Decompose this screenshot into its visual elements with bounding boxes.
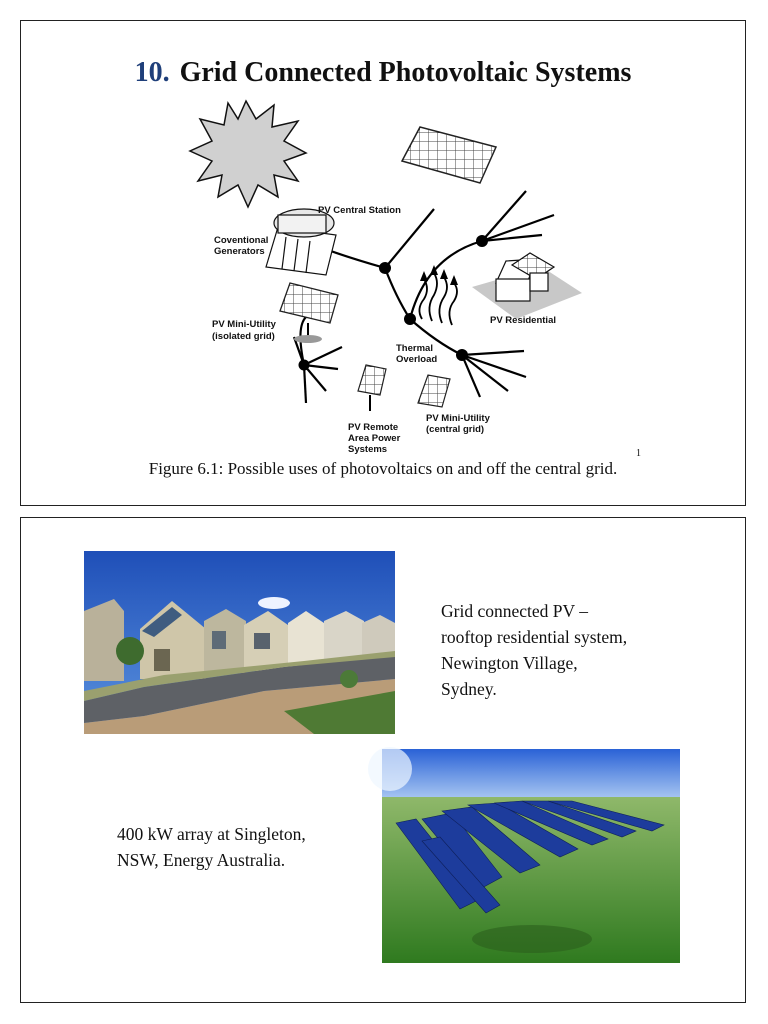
- label-thermal-2: Overload: [396, 354, 438, 365]
- section-number: 10.: [134, 57, 170, 88]
- label-mini-isolated-2: (isolated grid): [212, 331, 275, 342]
- title-text: Grid Connected Photovoltaic Systems: [179, 57, 632, 88]
- label-pv-residential: PV Residential: [490, 315, 556, 326]
- houses-photo: [84, 551, 395, 734]
- label-mini-central-2: (central grid): [426, 424, 485, 435]
- slide-1: [20, 20, 746, 506]
- label-pv-central-station: PV Central Station: [318, 205, 401, 216]
- label-remote-2: Area Power: [348, 433, 401, 444]
- sun-icon: [190, 101, 306, 207]
- label-remote-3: Systems: [348, 444, 388, 455]
- slide-2: [20, 517, 746, 1003]
- pv-central-station-panel: [402, 127, 496, 183]
- label-conventional-2: Generators: [214, 246, 265, 257]
- label-mini-isolated-1: PV Mini-Utility: [212, 319, 276, 330]
- label-remote-1: PV Remote: [348, 422, 399, 433]
- label-mini-central-1: PV Mini-Utility: [426, 413, 490, 424]
- pv-mini-utility-central-panel: [418, 375, 450, 407]
- footnote-marker: 1: [636, 448, 641, 459]
- pv-grid-diagram: [186, 97, 576, 455]
- array-caption: 400 kW array at Singleton, NSW, Energy Australia.: [117, 824, 306, 870]
- pv-remote-area-panel: [358, 365, 386, 411]
- pv-mini-utility-isolated-panel: [280, 283, 338, 343]
- conventional-generator-icon: [266, 209, 336, 275]
- solar-array-photo: [382, 749, 680, 963]
- label-conventional-1: Coventional: [214, 235, 269, 246]
- page-title: [21, 57, 745, 89]
- figure-caption: Figure 6.1: Possible uses of photovoltaics on and off the central grid.: [148, 459, 618, 478]
- pv-residential-house-icon: [472, 253, 582, 319]
- houses-caption: Grid connected PV – rooftop residential system, Newington Village, Sydney.: [441, 601, 628, 699]
- label-thermal-1: Thermal: [396, 343, 433, 354]
